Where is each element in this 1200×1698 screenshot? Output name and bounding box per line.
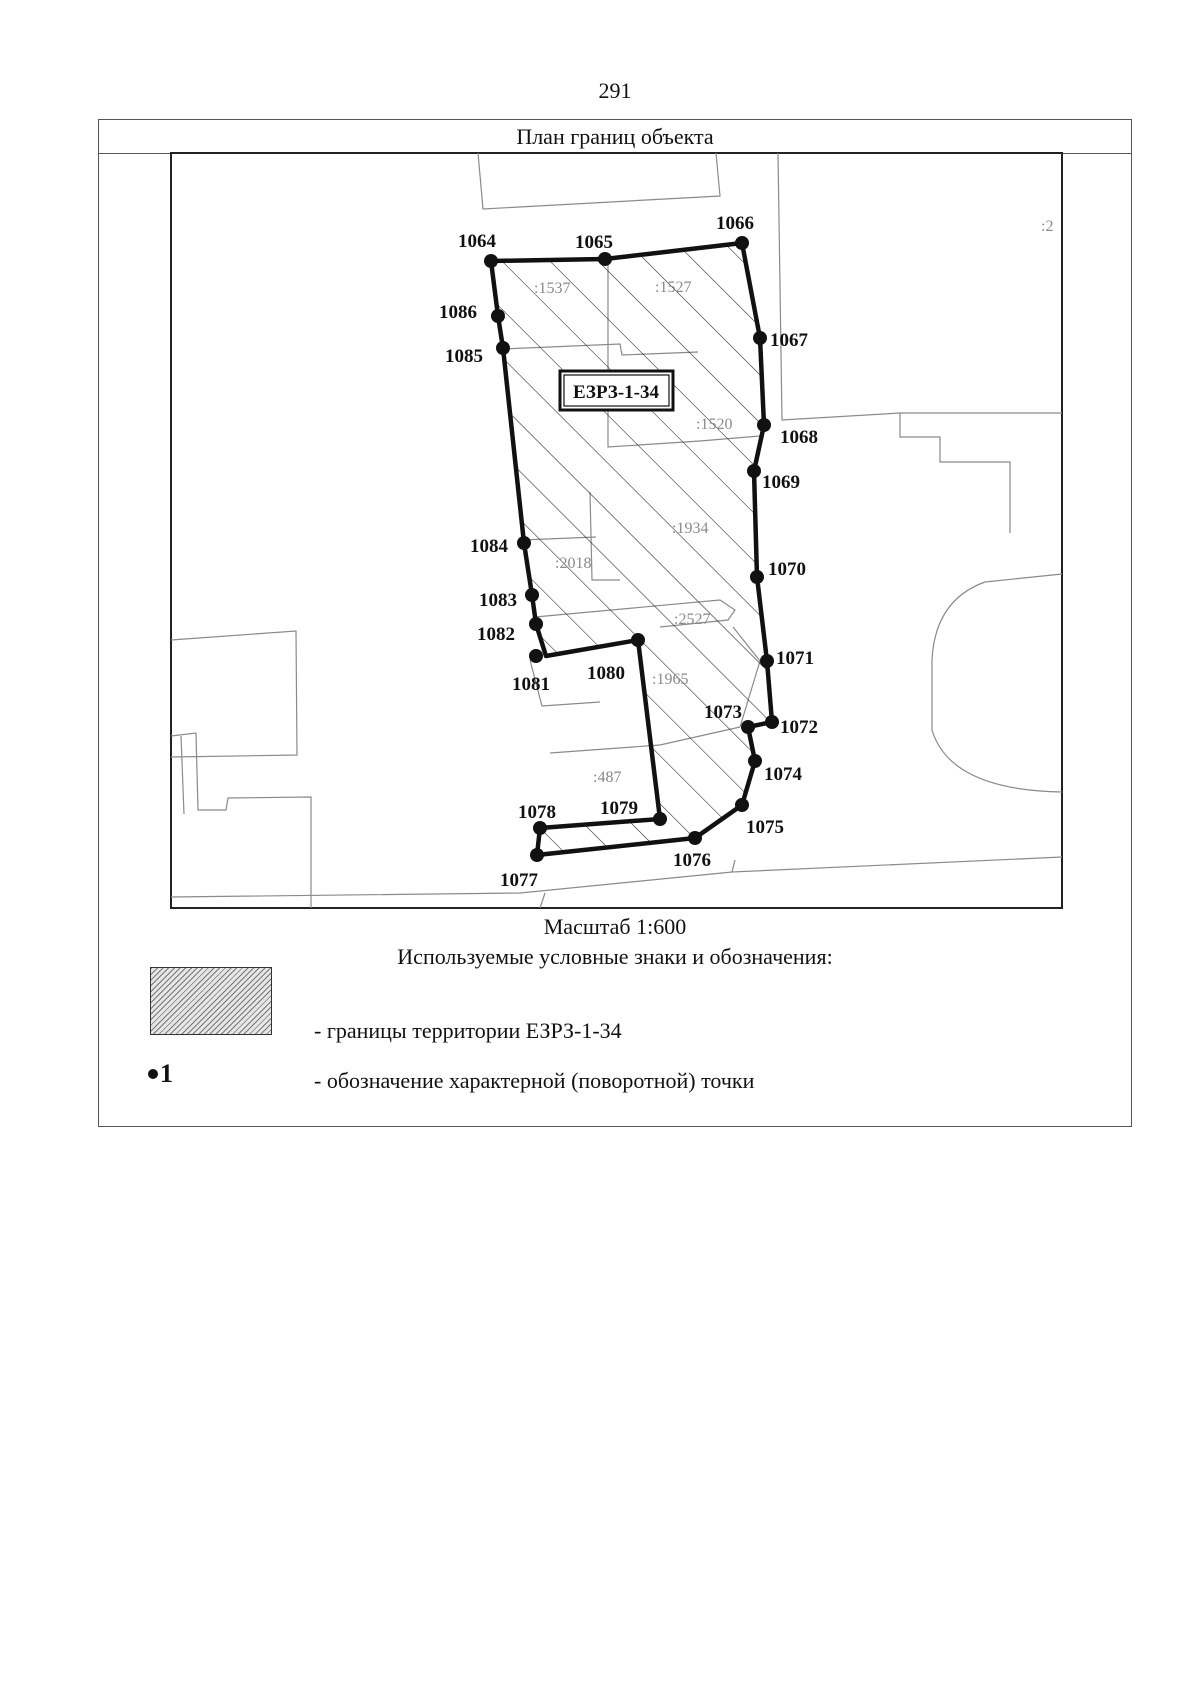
point-dot-1066 [735,236,749,250]
parcel-label: :1537 [534,280,571,297]
parcel-label: :1934 [672,520,709,537]
point-label-1066: 1066 [716,213,754,234]
point-label-1078: 1078 [518,802,556,823]
point-dot-1067 [753,331,767,345]
legend-point-number: 1 [160,1059,173,1089]
legend-hatch-swatch [150,967,272,1035]
point-dot-1083 [525,588,539,602]
point-label-1071: 1071 [776,648,814,669]
point-dot-1068 [757,418,771,432]
point-dot-1077 [530,848,544,862]
point-dot-1086 [491,309,505,323]
parcel-label: :2018 [555,555,592,572]
point-label-1065: 1065 [575,232,613,253]
point-dot-1064 [484,254,498,268]
point-label-1076: 1076 [673,850,711,871]
point-label-1068: 1068 [780,427,818,448]
point-label-1070: 1070 [768,559,806,580]
parcel-label: :1965 [652,671,689,688]
point-dot-1081 [529,649,543,663]
point-dot-1069 [747,464,761,478]
legend-point-symbol [148,1057,173,1089]
parcel-label: :487 [593,769,622,786]
point-label-1077: 1077 [500,870,538,891]
point-dot-1085 [496,341,510,355]
point-dot-1082 [529,617,543,631]
point-dot-1073 [741,720,755,734]
point-dot-1075 [735,798,749,812]
point-label-1086: 1086 [439,302,477,323]
frame-title: План границ объекта [516,124,714,149]
point-label-1067: 1067 [770,330,808,351]
point-dot-1072 [765,715,779,729]
parcel-label: :2527 [674,611,711,628]
point-dot-1074 [748,754,762,768]
legend-heading: Используемые условные знаки и обозначения: [397,944,833,969]
point-label-1084: 1084 [470,536,508,557]
point-dot-icon [148,1069,158,1079]
parcel-label: :1520 [696,416,733,433]
point-label-1069: 1069 [762,472,800,493]
point-dot-1065 [598,252,612,266]
point-label-1083: 1083 [479,590,517,611]
map-scale: Масштаб 1:600 [543,914,687,939]
legend-boundary-text: - границы территории ЕЗРЗ-1-34 [314,1018,622,1043]
point-dot-1079 [653,812,667,826]
point-label-1085: 1085 [445,346,483,367]
point-label-1074: 1074 [764,764,802,785]
point-dot-1078 [533,821,547,835]
zone-label: ЕЗРЗ-1-34 [573,382,659,403]
point-label-1075: 1075 [746,817,784,838]
zone-label-box [560,371,673,410]
point-dot-1076 [688,831,702,845]
point-label-1064: 1064 [458,231,496,252]
parcel-label: :2 [1041,218,1054,235]
page-number: 291 [598,78,632,103]
point-label-1081: 1081 [512,674,550,695]
parcel-label: :1527 [655,279,692,296]
point-label-1079: 1079 [600,798,638,819]
point-dot-1070 [750,570,764,584]
point-label-1082: 1082 [477,624,515,645]
point-dot-1080 [631,633,645,647]
point-label-1073: 1073 [704,702,742,723]
point-label-1080: 1080 [587,663,625,684]
point-label-1072: 1072 [780,717,818,738]
point-dot-1084 [517,536,531,550]
point-dot-1071 [760,654,774,668]
legend-point-text: - обозначение характерной (поворотной) точки [314,1068,755,1093]
